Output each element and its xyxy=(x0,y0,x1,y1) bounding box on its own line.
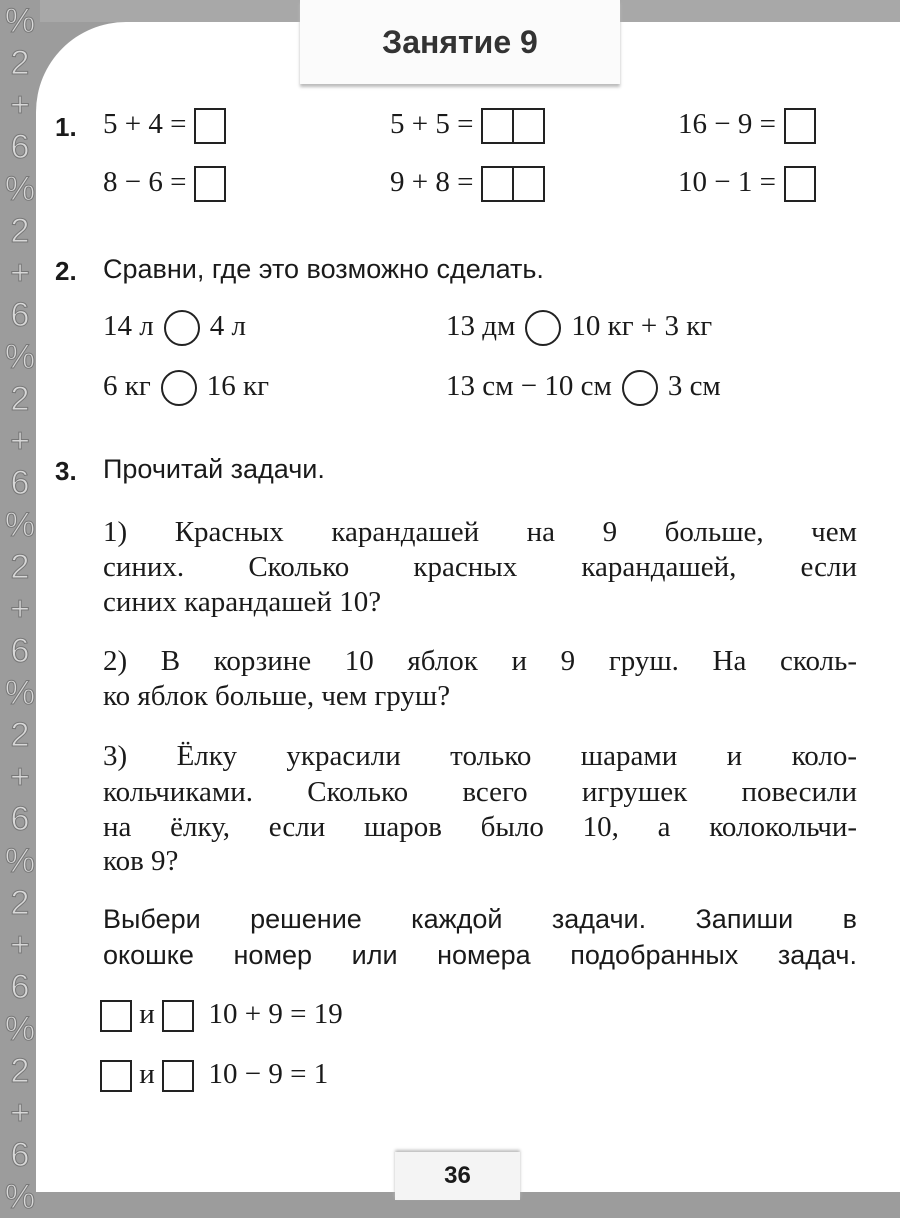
problem-line: ко яблок больше, чем груш? xyxy=(103,680,451,712)
problem-line: синих карандашей 10? xyxy=(103,586,382,618)
task-heading: Сравни, где это возможно сделать. xyxy=(103,254,544,284)
comparison: 13 см − 10 см 3 см xyxy=(446,370,721,406)
problem-line: 3) Ёлку украсили только шарами и коло- xyxy=(103,740,857,772)
task-number: 3. xyxy=(55,456,77,486)
problem-line: на ёлку, если шаров было 10, а колокольчи- xyxy=(103,811,857,843)
equation: 8 − 6 = xyxy=(103,166,226,202)
equation: 5 + 4 = xyxy=(103,108,226,144)
instruction-line: Выбери решение каждой задачи. Запиши в xyxy=(103,904,857,934)
answer-box[interactable] xyxy=(194,166,226,202)
task-number: 2. xyxy=(55,256,77,286)
answer-box[interactable] xyxy=(100,1060,132,1092)
answer-row: и 10 + 9 = 19 xyxy=(100,998,343,1032)
answer-box[interactable] xyxy=(784,166,816,202)
equation: 16 − 9 = xyxy=(678,108,816,144)
page-number: 36 xyxy=(444,1162,471,1189)
answer-box[interactable] xyxy=(194,108,226,144)
problem-line: ков 9? xyxy=(103,845,179,877)
answer-row: и 10 − 9 = 1 xyxy=(100,1058,328,1092)
answer-box[interactable] xyxy=(481,108,545,144)
answer-box[interactable] xyxy=(162,1000,194,1032)
task-number: 1. xyxy=(55,112,77,142)
decorative-digits-border: % 2 + 6 % 2 + 6 % 2 + 6 % 2 + 6 % 2 + 6 % 2 + 6 % 2 + 6 % xyxy=(4,2,36,1216)
problem-line: 2) В корзине 10 яблок и 9 груш. На сколь- xyxy=(103,645,857,677)
compare-circle[interactable] xyxy=(622,370,658,406)
equation: 9 + 8 = xyxy=(390,166,545,202)
page-number-tab xyxy=(395,1152,520,1200)
lesson-title: Занятие 9 xyxy=(382,23,538,60)
compare-circle[interactable] xyxy=(164,310,200,346)
task-heading: Прочитай задачи. xyxy=(103,454,325,484)
answer-box[interactable] xyxy=(162,1060,194,1092)
compare-circle[interactable] xyxy=(525,310,561,346)
comparison: 6 кг 16 кг xyxy=(103,370,269,406)
comparison: 14 л 4 л xyxy=(103,310,246,346)
title-tab xyxy=(300,0,620,84)
equation: 5 + 5 = xyxy=(390,108,545,144)
problem-line: кольчиками. Сколько всего игрушек повесили xyxy=(103,776,857,808)
comparison: 13 дм 10 кг + 3 кг xyxy=(446,310,712,346)
answer-box[interactable] xyxy=(100,1000,132,1032)
problem-line: синих. Сколько красных карандашей, если xyxy=(103,551,857,583)
problem-line: 1) Красных карандашей на 9 больше, чем xyxy=(103,516,857,548)
compare-circle[interactable] xyxy=(161,370,197,406)
answer-box[interactable] xyxy=(481,166,545,202)
instruction-line: окошке номер или номера подобранных задач. xyxy=(103,940,857,970)
equation: 10 − 1 = xyxy=(678,166,816,202)
answer-box[interactable] xyxy=(784,108,816,144)
